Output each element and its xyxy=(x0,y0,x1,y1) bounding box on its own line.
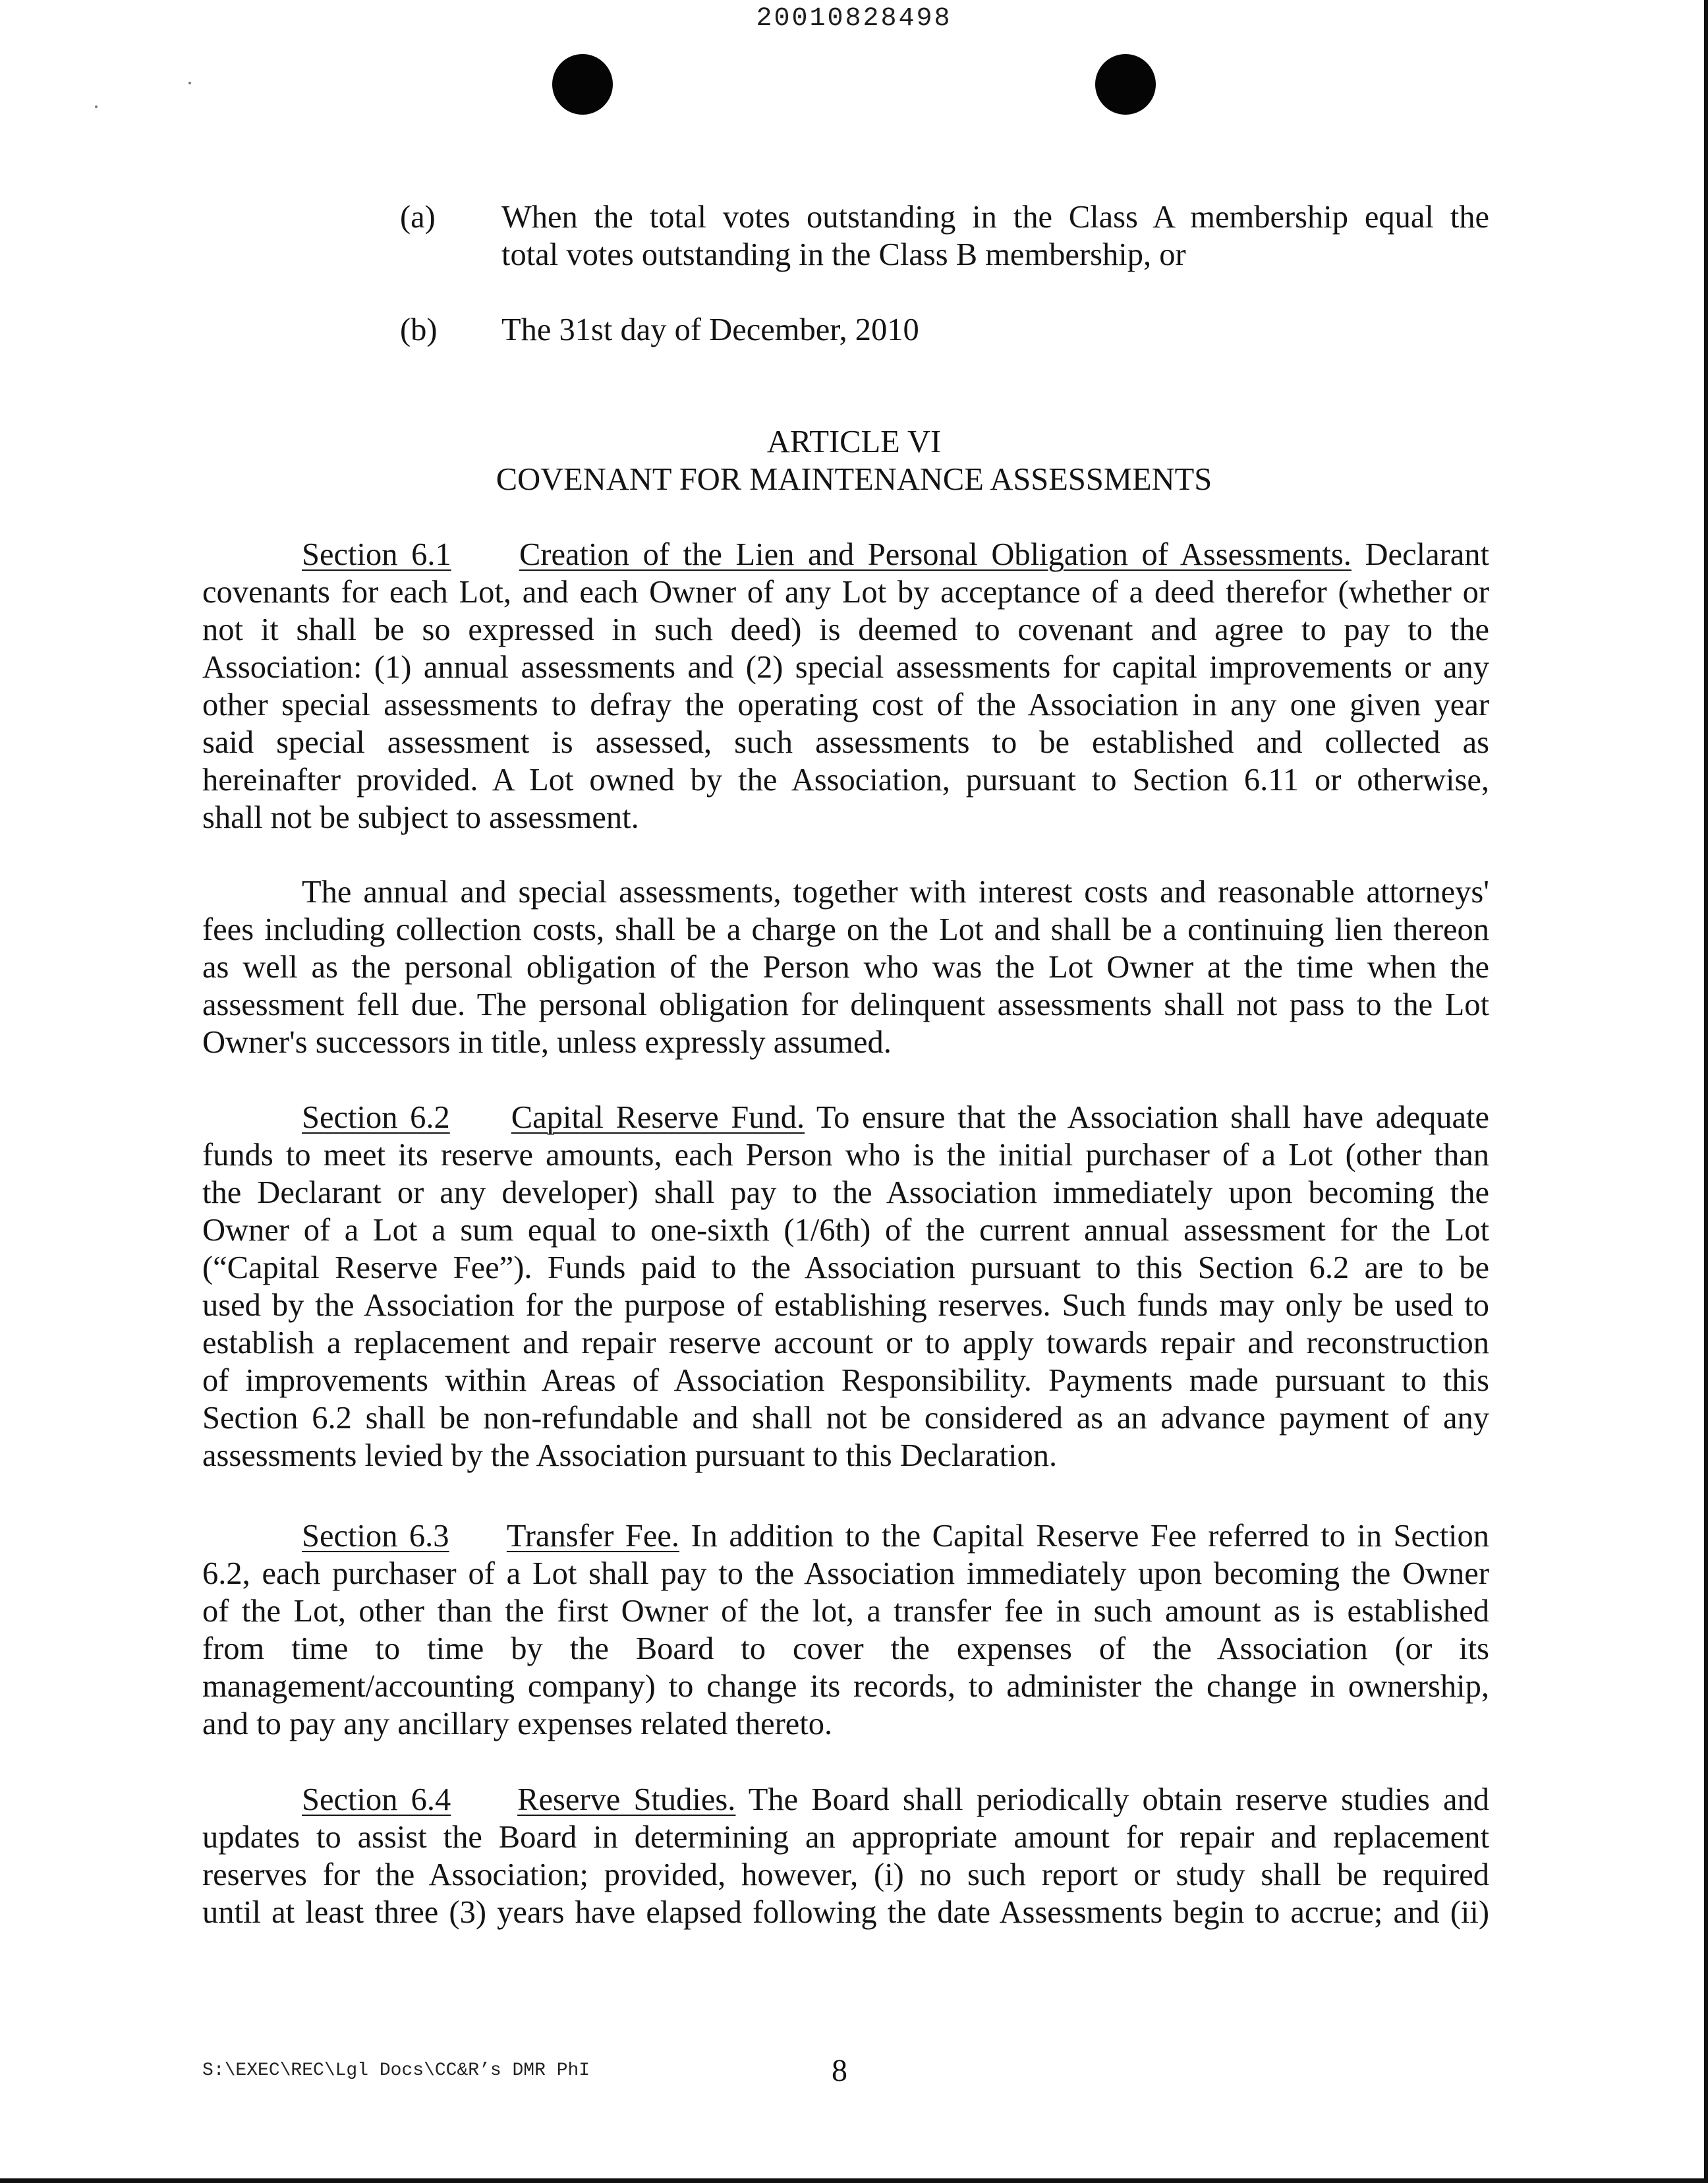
section-heading: Reserve Studies. xyxy=(517,1782,736,1817)
text-line: not it shall be so expressed in such deed) is deemed to covenant and agree to pay to the xyxy=(202,612,1489,647)
text-line: said special assessment is assessed, such assessments to be established and collected as xyxy=(202,725,1489,760)
article-title: COVENANT FOR MAINTENANCE ASSESSMENTS xyxy=(496,462,1212,497)
text-line: The 31st day of December, 2010 xyxy=(501,312,919,347)
section-number: Section 6.4 xyxy=(302,1782,451,1817)
text-line: management/accounting company) to change its records, to administer the change in ownership, xyxy=(202,1669,1489,1704)
text-line: and to pay any ancillary expenses related thereto. xyxy=(202,1706,833,1741)
assessment-lien-paragraph xyxy=(202,873,1489,1061)
text-line: Section 6.2 shall be non-refundable and shall not be considered as an advance payment of any xyxy=(202,1401,1489,1436)
clause-label: (a) xyxy=(400,200,436,235)
text-line: The annual and special assessments, together with interest costs and reasonable attorneys' xyxy=(302,875,1489,910)
scan-speck xyxy=(95,105,98,108)
section-lead-line xyxy=(202,1099,1489,1136)
clause-b-text xyxy=(395,311,919,349)
section-lead-line xyxy=(202,536,1489,573)
text-line: of the Lot, other than the first Owner of the lot, a transfer fee in such amount as is established xyxy=(202,1594,1489,1629)
section-6-3 xyxy=(202,1517,1489,1743)
text-line: To ensure that the Association shall have adequate xyxy=(816,1100,1490,1135)
text-line: other special assessments to defray the operating cost of the Association in any one given year xyxy=(202,687,1489,722)
text-line: funds to meet its reserve amounts, each Person who is the initial purchaser of a Lot (other than xyxy=(202,1138,1489,1173)
section-6-4 xyxy=(202,1781,1489,1931)
text-line: the Declarant or any developer) shall pay to the Association immediately upon becoming the xyxy=(202,1175,1489,1210)
text-line: shall not be subject to assessment. xyxy=(202,800,639,835)
text-line: reserves for the Association; provided, however, (i) no such report or study shall be required xyxy=(202,1857,1489,1892)
text-line: assessments levied by the Association pursuant to this Declaration. xyxy=(202,1438,1058,1473)
text-line: as well as the personal obligation of the Person who was the Lot Owner at the time when the xyxy=(202,950,1489,985)
document-number: 20010828498 xyxy=(756,4,952,34)
text-line: updates to assist the Board in determining an appropriate amount for repair and replacement xyxy=(202,1820,1489,1855)
section-number-wrap xyxy=(302,537,1352,572)
text-line: Declarant xyxy=(1365,537,1489,572)
text-line: of improvements within Areas of Association Responsibility. Payments made pursuant to this xyxy=(202,1363,1489,1398)
section-number-wrap xyxy=(302,1782,735,1817)
section-number: Section 6.1 xyxy=(302,537,451,572)
text-line: 6.2, each purchaser of a Lot shall pay to the Association immediately upon becoming the Owner xyxy=(202,1556,1489,1591)
section-number: Section 6.3 xyxy=(302,1519,449,1554)
section-number: Section 6.2 xyxy=(302,1100,450,1135)
section-lead-line xyxy=(202,1781,1489,1819)
text-line: assessment fell due. The personal obligation for delinquent assessments shall not pass to the Lot xyxy=(202,987,1489,1022)
text-line: In addition to the Capital Reserve Fee referred to in Section xyxy=(691,1519,1490,1554)
section-heading: Creation of the Lien and Personal Obligation of Assessments. xyxy=(519,537,1352,572)
section-6-1 xyxy=(202,536,1489,836)
text-line: until at least three (3) years have elapsed following the date Assessments begin to accrue; and (ii) xyxy=(202,1895,1489,1930)
scan-border-bottom xyxy=(0,2178,1708,2183)
scan-border-right xyxy=(1704,0,1708,2183)
text-line: covenants for each Lot, and each Owner of any Lot by acceptance of a deed therefor (whether or xyxy=(202,575,1489,610)
text-line: establish a replacement and repair reserve account or to apply towards repair and reconstruction xyxy=(202,1325,1489,1360)
punch-hole-right xyxy=(1095,54,1156,115)
text-line: used by the Association for the purpose of establishing reserves. Such funds may only be used to xyxy=(202,1288,1489,1323)
text-line: Association: (1) annual assessments and (2) special assessments for capital improvements or any xyxy=(202,650,1489,685)
section-heading: Capital Reserve Fund. xyxy=(511,1100,805,1135)
section-heading: Transfer Fee. xyxy=(506,1519,680,1554)
section-6-2 xyxy=(202,1099,1489,1474)
page-number: 8 xyxy=(832,2053,847,2088)
text-line: The Board shall periodically obtain reserve studies and xyxy=(748,1782,1490,1817)
clause-label: (b) xyxy=(400,312,438,347)
article-number: ARTICLE VI xyxy=(766,424,942,459)
text-line: from time to time by the Board to cover the expenses of the Association (or its xyxy=(202,1631,1489,1666)
section-number-wrap xyxy=(302,1519,679,1554)
text-line: hereinafter provided. A Lot owned by the Association, pursuant to Section 6.11 or otherwise, xyxy=(202,763,1489,798)
text-line: When the total votes outstanding in the Class A membership equal the xyxy=(501,200,1489,235)
text-line: Owner of a Lot a sum equal to one-sixth (1/6th) of the current annual assessment for the Lot xyxy=(202,1213,1489,1248)
punch-hole-left xyxy=(552,54,613,115)
clause-a-text xyxy=(395,198,1489,274)
scan-speck xyxy=(188,82,191,84)
section-number-wrap xyxy=(302,1100,805,1135)
text-line: total votes outstanding in the Class B membership, or xyxy=(501,237,1186,272)
section-lead-line xyxy=(202,1517,1489,1555)
text-line: fees including collection costs, shall be a charge on the Lot and shall be a continuing lien thereon xyxy=(202,912,1489,947)
footer-file-path: S:\EXEC\REC\Lgl Docs\CC&R’s DMR PhI xyxy=(202,2060,590,2081)
text-line: (“Capital Reserve Fee”). Funds paid to the Association pursuant to this Section 6.2 are to be xyxy=(202,1250,1489,1285)
text-line: Owner's successors in title, unless expressly assumed. xyxy=(202,1025,892,1060)
